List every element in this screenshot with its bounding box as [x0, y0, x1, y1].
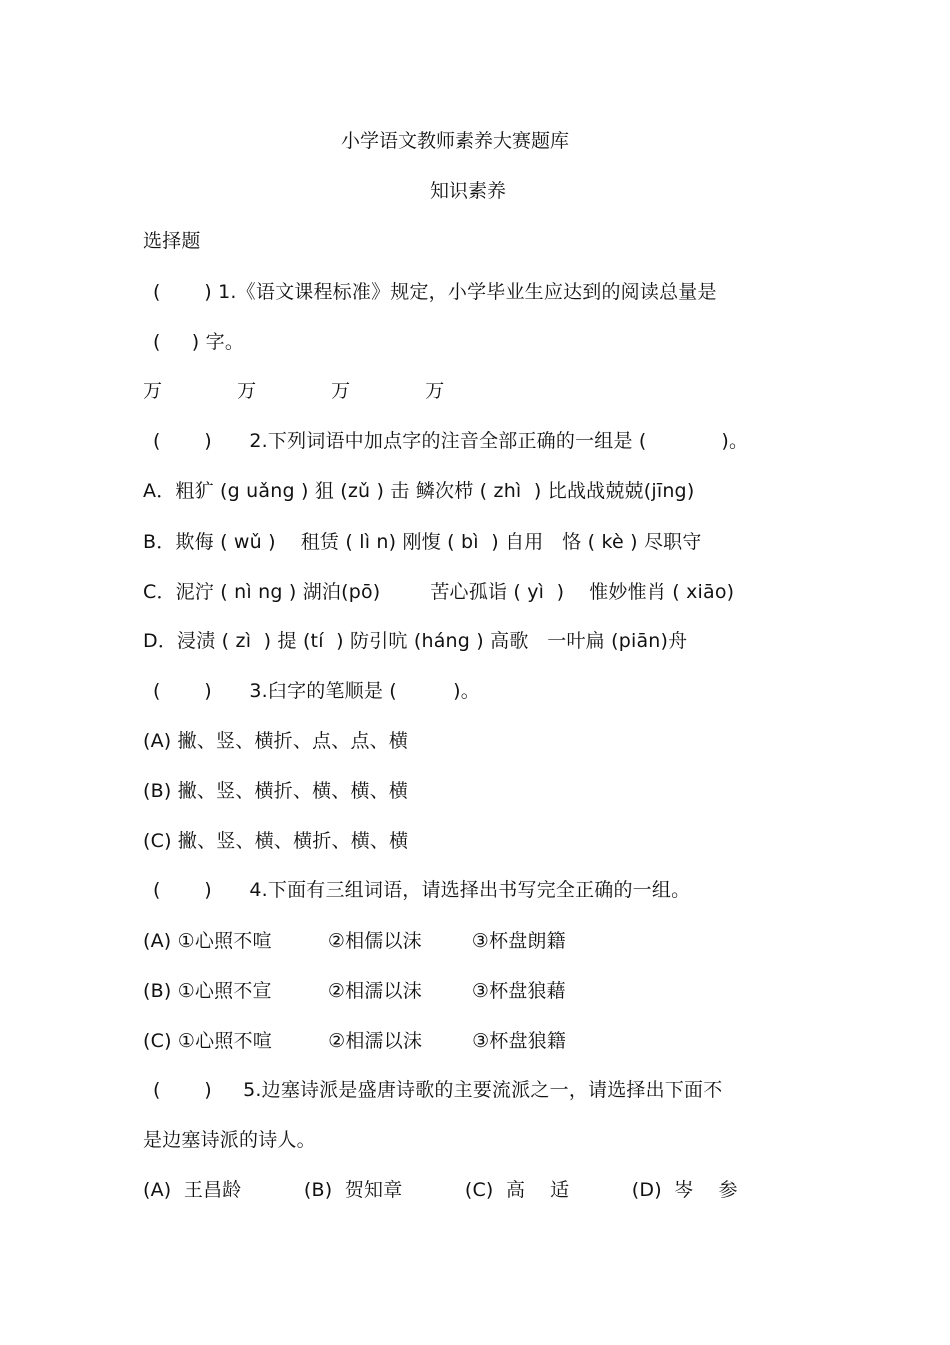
- question-3-option-b: (B) 撇、竖、横折、横、横、横: [143, 780, 409, 802]
- question-2-stem: ( ) 2.下列词语中加点字的注音全部正确的一组是 ( )。: [153, 430, 749, 452]
- question-5-line-2: 是边塞诗派的诗人。: [143, 1129, 316, 1151]
- question-1-line-1: ( ) 1.《语文课程标准》规定，小学毕业生应达到的阅读总量是: [153, 281, 717, 303]
- question-3-stem: ( ) 3.臼字的笔顺是 ( )。: [153, 680, 480, 702]
- section-heading: 选择题: [143, 230, 201, 252]
- question-4-stem: ( ) 4.下面有三组词语，请选择出书写完全正确的一组。: [153, 879, 691, 901]
- question-2-option-a: A．粗犷 (g uǎng ) 狙 (zǔ ) 击 鳞次栉 ( zhì ) 比战战兢兢(jīng): [143, 480, 695, 502]
- page-subtitle: 知识素养: [430, 180, 507, 202]
- question-4-option-a: (A) ①心照不喧 ②相儒以沫 ③杯盘朗籍: [143, 930, 566, 952]
- question-2-option-b: B．欺侮 ( wǔ ) 租赁 ( lì n) 刚愎 ( bì ) 自用 恪 ( kè ) 尽职守: [143, 531, 702, 553]
- question-4-option-c: (C) ①心照不喧 ②相濡以沫 ③杯盘狼籍: [143, 1030, 567, 1052]
- question-5-options: (A) 王昌龄 (B) 贺知章 (C) 高 适 (D) 岑 参: [143, 1179, 738, 1201]
- question-1-line-2: ( ) 字。: [153, 331, 245, 353]
- question-4-option-b: (B) ①心照不宣 ②相濡以沫 ③杯盘狼藉: [143, 980, 566, 1002]
- page-title: 小学语文教师素养大赛题库: [341, 130, 570, 152]
- question-3-option-c: (C) 撇、竖、横、横折、横、横: [143, 830, 409, 852]
- question-2-option-c: C．泥泞 ( nì ng ) 湖泊(pō) 苦心孤诣 ( yì ) 惟妙惟肖 ( xiāo): [143, 581, 735, 603]
- question-3-option-a: (A) 撇、竖、横折、点、点、横: [143, 730, 409, 752]
- question-2-option-d: D．浸渍 ( zì ) 提 (tí ) 防引吭 (háng ) 高歌 一叶扁 (piān)舟: [143, 630, 688, 652]
- question-1-options: 万 万 万 万: [143, 380, 445, 402]
- question-5-line-1: ( ) 5.边塞诗派是盛唐诗歌的主要流派之一，请选择出下面不: [153, 1079, 723, 1101]
